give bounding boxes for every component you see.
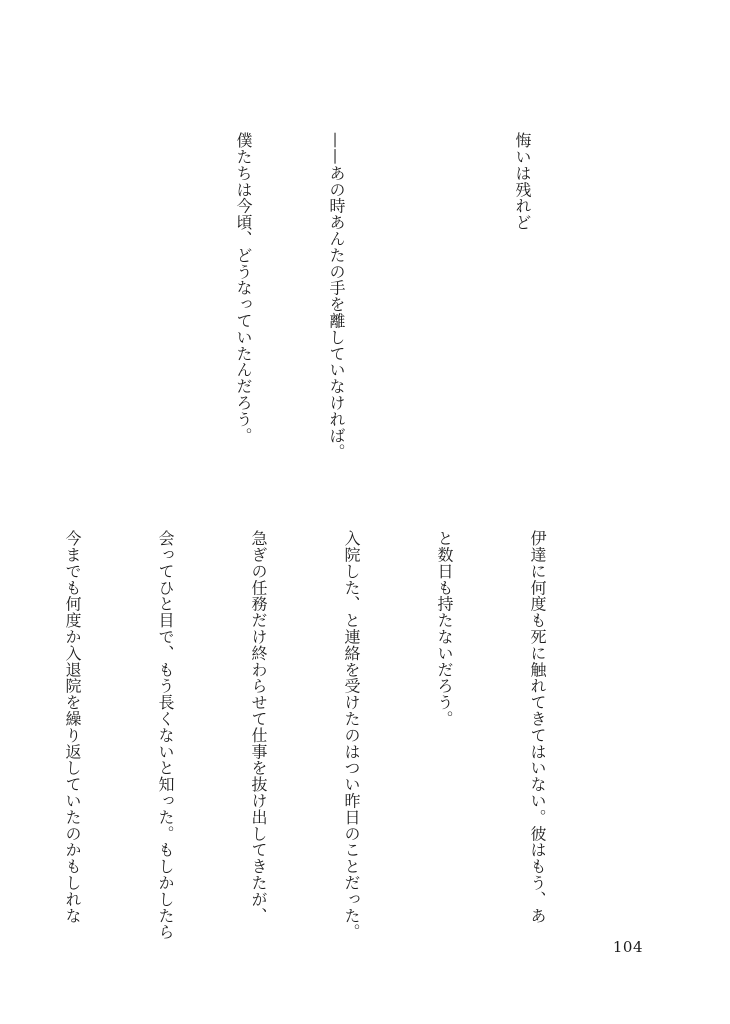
text-line: 会ってひと目で、もう長くないと知った。もしかしたら [156, 530, 175, 940]
lower-text-block [0, 530, 615, 940]
text-line: 入院した、と連絡を受けたのはつい昨日のことだった。 [342, 530, 361, 940]
blank-line [42, 132, 73, 552]
text-line: と数日も持たないだろう。 [435, 530, 454, 727]
page-number: 104 [612, 938, 643, 956]
text-line: 伊達に何度も死に触れてきてはいない。彼はもう、あ [528, 530, 547, 924]
text-line: 今までも何度か入退院を繰り返していたのかもしれな [63, 530, 82, 924]
upper-text-block [0, 132, 600, 552]
text-line: 僕たちは今頃、どうなっていたんだろう。 [234, 132, 253, 444]
text-line: ——あの時あんたの手を離していなければ。 [327, 132, 346, 460]
blank-line [135, 132, 166, 552]
blank-line [414, 132, 445, 552]
story-title: 悔いは残れど [513, 132, 532, 231]
text-line: 急ぎの任務だけ終わらせて仕事を抜け出してきたが、 [249, 530, 268, 924]
